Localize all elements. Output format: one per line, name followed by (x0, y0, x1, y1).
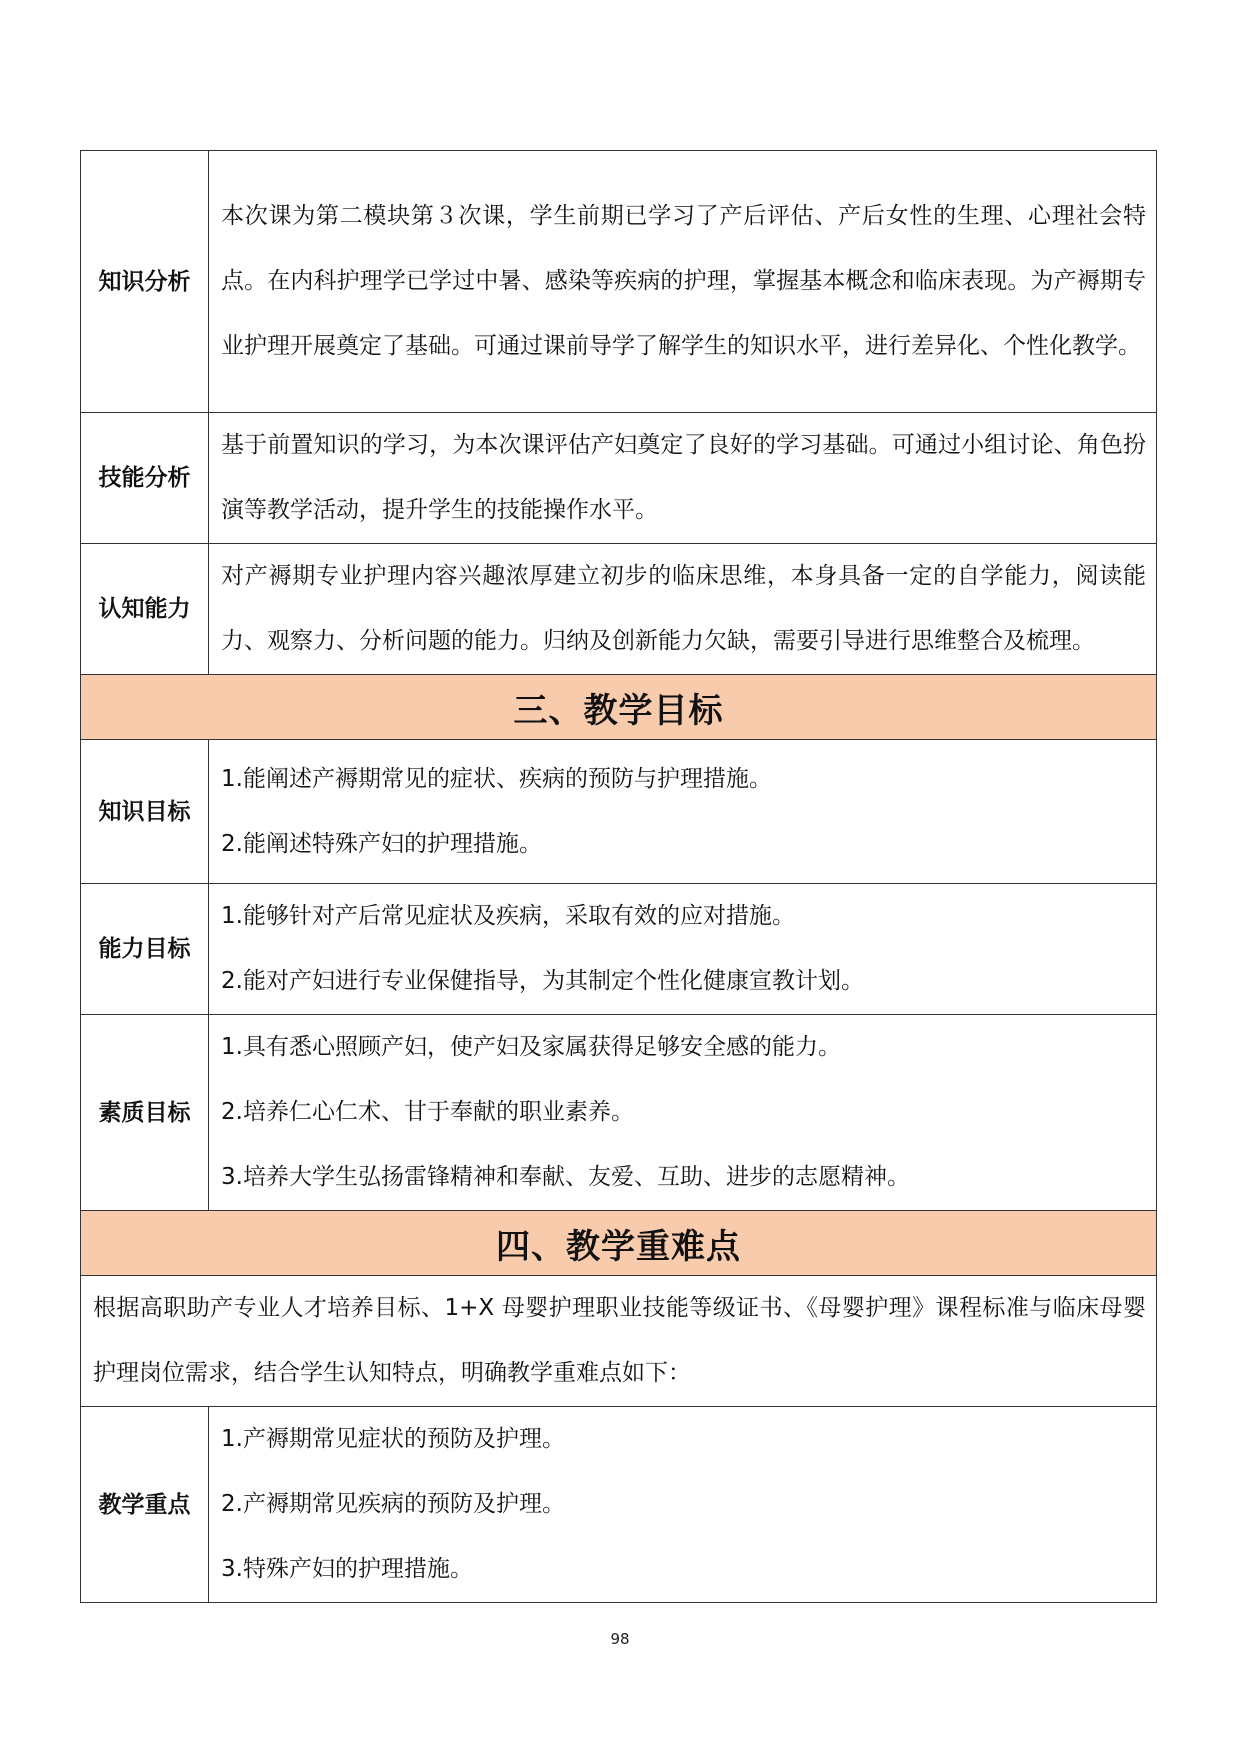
row-content: 基于前置知识的学习，为本次课评估产妇奠定了良好的学习基础。可通过小组讨论、角色扮演等教学活动，提升学生的技能操作水平。 (221, 432, 1146, 523)
row-label: 素质目标 (81, 1015, 209, 1211)
list-item: 3.培养大学生弘扬雷锋精神和奉献、友爱、互助、进步的志愿精神。 (221, 1164, 910, 1190)
row-content: 对产褥期专业护理内容兴趣浓厚建立初步的临床思维，本身具备一定的自学能力，阅读能力、观察力、分析问题的能力。归纳及创新能力欠缺，需要引导进行思维整合及梳理。 (221, 563, 1146, 654)
row-label: 能力目标 (81, 884, 209, 1015)
row-content (221, 884, 1146, 1014)
row-content (221, 1407, 1146, 1602)
list-item: 3.特殊产妇的护理措施。 (221, 1556, 473, 1582)
lesson-plan-table (80, 150, 1157, 1603)
row-label: 技能分析 (81, 413, 209, 544)
row-content (221, 1015, 1146, 1210)
table-row-ability-goal (81, 884, 1157, 1015)
table-row-skill-analysis (81, 413, 1157, 544)
section-title: 三、教学目标 (81, 675, 1157, 740)
list-item: 1.能阐述产褥期常见的症状、疾病的预防与护理措施。 (221, 765, 772, 792)
table-row-knowledge-analysis (81, 151, 1157, 413)
page-number: 98 (610, 1630, 630, 1648)
list-item: 1.具有悉心照顾产妇，使产妇及家属获得足够安全感的能力。 (221, 1034, 841, 1060)
row-label: 认知能力 (81, 544, 209, 675)
table-row-teaching-focus (81, 1407, 1157, 1603)
list-item: 2.能阐述特殊产妇的护理措施。 (221, 830, 542, 857)
section-intro: 根据高职助产专业人才培养目标、1+X 母婴护理职业技能等级证书、《母婴护理》课程标准与临床母婴护理岗位需求，结合学生认知特点，明确教学重难点如下： (93, 1295, 1146, 1386)
list-item: 1.产褥期常见症状的预防及护理。 (221, 1426, 565, 1452)
list-item: 2.产褥期常见疾病的预防及护理。 (221, 1491, 565, 1517)
table-row-quality-goal (81, 1015, 1157, 1211)
table-row-intro (81, 1276, 1157, 1407)
list-item: 2.能对产妇进行专业保健指导，为其制定个性化健康宣教计划。 (221, 968, 864, 994)
table-row-cognitive-ability (81, 544, 1157, 675)
row-content (221, 747, 1146, 877)
section-header-row (81, 1211, 1157, 1276)
section-title: 四、教学重难点 (81, 1211, 1157, 1276)
list-item: 2.培养仁心仁术、甘于奉献的职业素养。 (221, 1099, 634, 1125)
table-row-knowledge-goal (81, 740, 1157, 884)
row-content: 本次课为第二模块第３次课，学生前期已学习了产后评估、产后女性的生理、心理社会特点。在内科护理学已学过中暑、感染等疾病的护理，掌握基本概念和临床表现。为产褥期专业护理开展奠定了基础。可通过课前导学了解学生的知识水平，进行差异化、个性化教学。 (221, 203, 1146, 359)
section-header-row (81, 675, 1157, 740)
row-label: 知识分析 (81, 151, 209, 413)
list-item: 1.能够针对产后常见症状及疾病，采取有效的应对措施。 (221, 903, 795, 929)
row-label: 教学重点 (81, 1407, 209, 1603)
row-label: 知识目标 (81, 740, 209, 884)
